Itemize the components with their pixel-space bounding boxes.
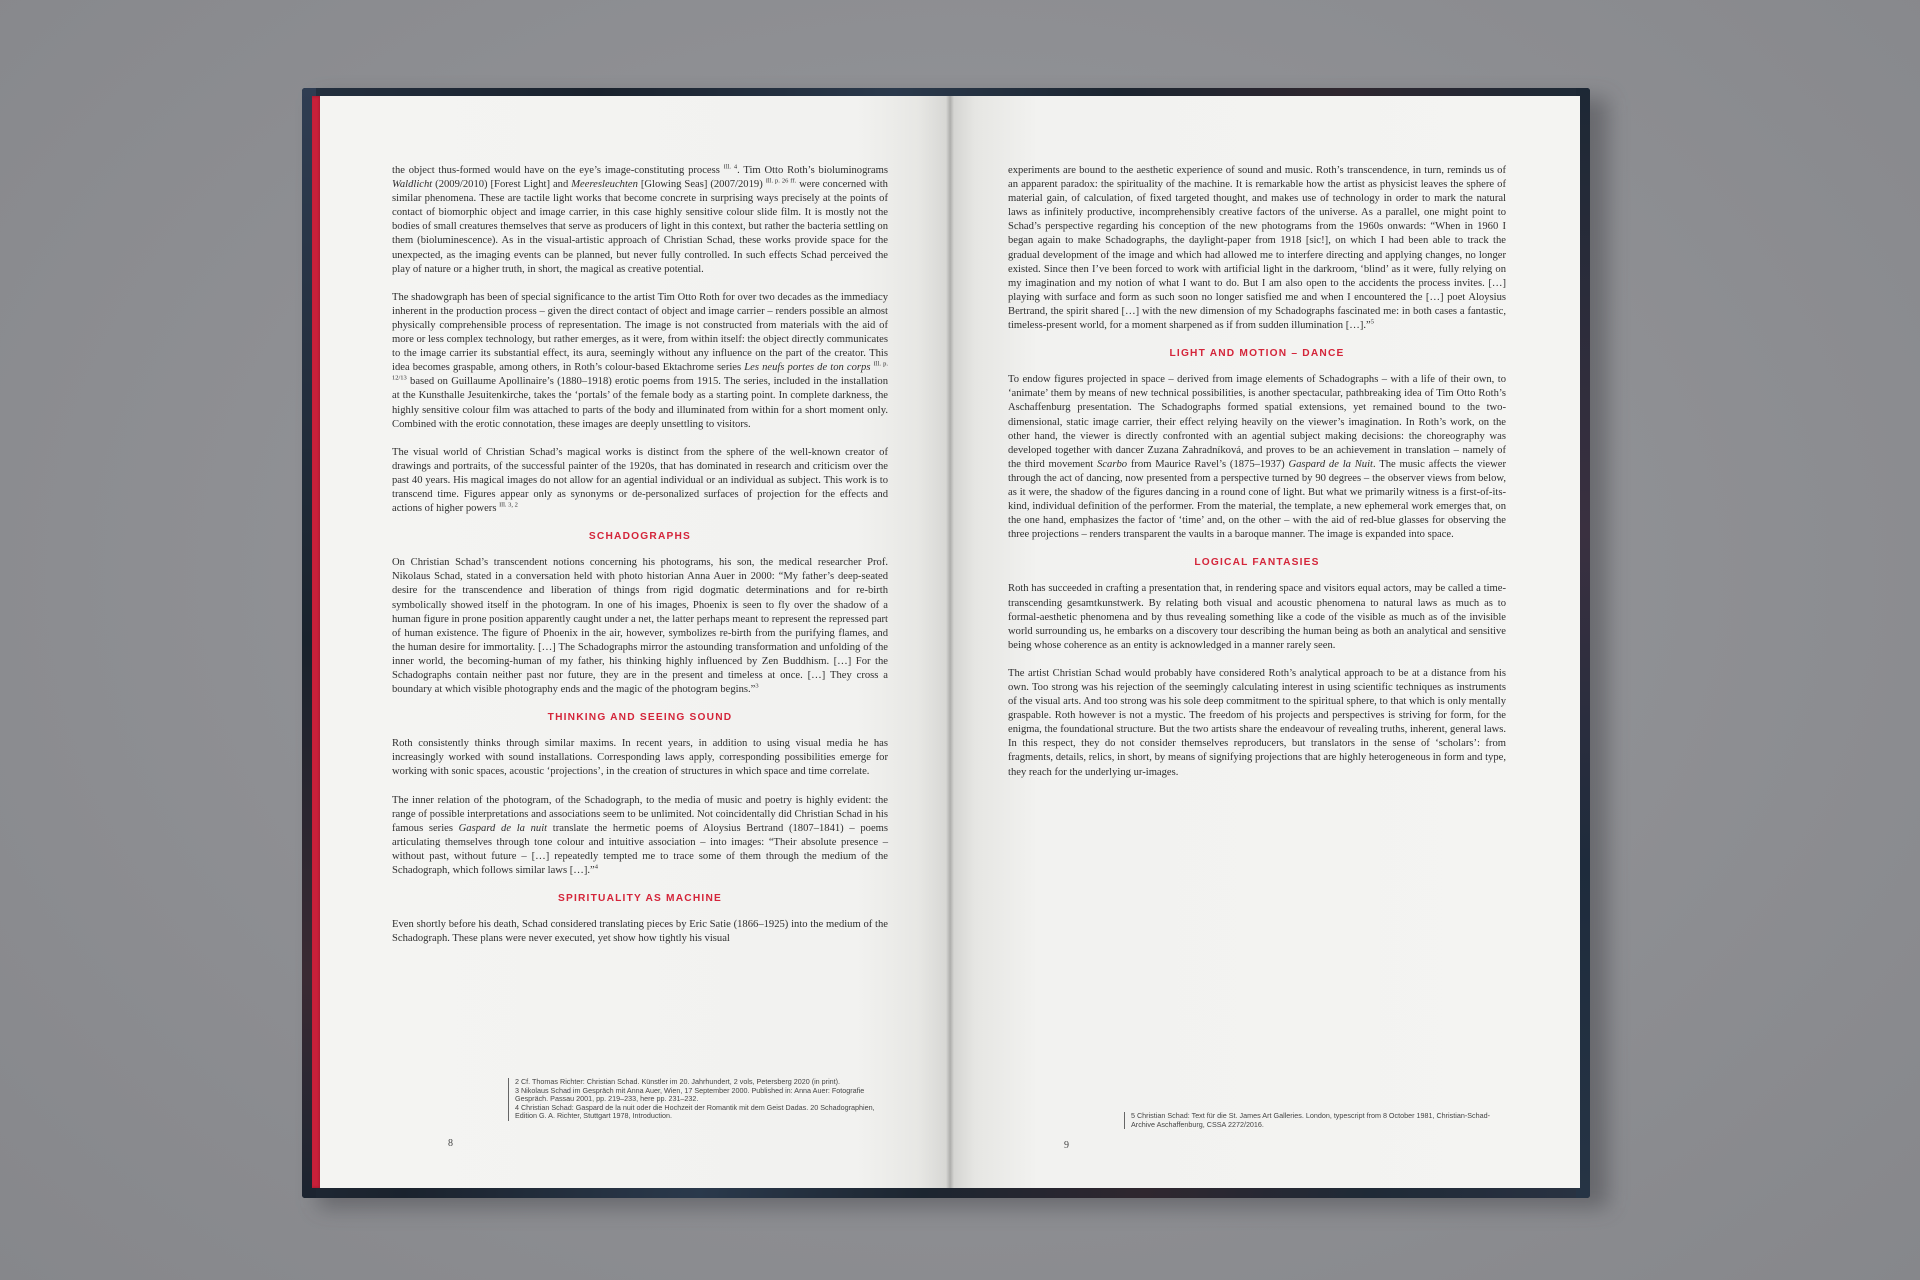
footnote-4: 4 Christian Schad: Gaspard de la nuit oder die Hochzeit der Romantik mit dem Geist Dadas. 20 Schadographien, Edition G. A. Richter, Stuttgart 1978, Introduction. bbox=[515, 1102, 875, 1121]
right-footnotes bbox=[1124, 1112, 1504, 1129]
work-title: Waldlicht bbox=[392, 179, 433, 191]
text-run: The inner relation of the photogram, of the Schadograph, to the media of music and poetry is highly evident: the range of possible interpretations and associations seem to be unlimited. Not coincidentally did Christian Schad in his famous series bbox=[392, 794, 888, 834]
text-run: [Glowing Seas] (2007/2019) bbox=[637, 179, 766, 191]
work-title: Meeresleuchten bbox=[571, 179, 638, 191]
text-run: The shadowgraph has been of special significance to the artist Tim Otto Roth for over two decades as the immediacy inherent in the production process – given the direct contact of object and image carrier – renders possible an almost physically comprehensible process of representation. The image is not constructed from materials with the aid of more or less complex technology, but rather emerges, as it were, from within itself: the object directly communicates to the image carrier its substantial effect, its aura, seemingly without any influence on the part of the creator. This idea becomes graspable, among others, in Roth’s colour-based Ektachrome series bbox=[392, 291, 888, 374]
heading-light-and-motion-dance: LIGHT AND MOTION – DANCE bbox=[1169, 348, 1345, 360]
text-run: The visual world of Christian Schad’s magical works is distinct from the sphere of the well-known creator of drawings and portraits, of the successful painter of the 1920s, that has dominated in research and criticism over the past 40 years. His magical images do not allow for an agential individual or an individual as subject. This work is to transcend time. Figures appear only as synonyms or de-personalized surfaces of projection for the effects and actions of higher powers bbox=[392, 446, 888, 515]
footnote-2: 2 Cf. Thomas Richter: Christian Schad. Künstler im 20. Jahrhundert, 2 vols, Petersberg 2020 (in print). bbox=[515, 1077, 841, 1086]
work-title: Gaspard de la Nuit bbox=[1288, 458, 1373, 470]
footnote-ref: 5 bbox=[1370, 318, 1374, 326]
left-paragraph-4 bbox=[392, 556, 888, 697]
heading-spirituality-as-machine: SPIRITUALITY AS MACHINE bbox=[557, 893, 722, 905]
text-run: (2009/2010) [Forest Light] and bbox=[432, 179, 572, 191]
heading-thinking-and-seeing-sound: THINKING AND SEEING SOUND bbox=[547, 712, 733, 724]
left-footnotes bbox=[508, 1078, 888, 1121]
heading-schadographs: SCHADOGRAPHS bbox=[588, 531, 692, 543]
page-number-left: 8 bbox=[448, 1138, 453, 1149]
illustration-ref: Ill. p. 12/13 bbox=[392, 360, 888, 382]
text-run: On Christian Schad’s transcendent notions concerning his photograms, his son, the medical researcher Prof. Nikolaus Schad, stated in a conversation held with photo historian Anna Auer in 2000: “My father’s deep-seated desire for the transcendence and liberation of things from rigid dogmatic determinations and for re-birth symbolically showed itself in the photogram. In one of his images, Phoenix is seen to fly over the shadow of a human figure in prone position apparently caught under a net, the latter perhaps meant to represent the repressed part of human existence. The figure of Phoenix in the air, however, symbolizes re-birth from the purifying flames, and the human desire for immortality. […] The Schadographs mirror the astounding transformation and unfolding of the inner world, the becoming-human of my father, his thinking highly influenced by Zen Buddhism. […] For the Schadographs contain neither past nor future, they are in the present and timeless at once. […] They cross a boundary at which visible photography ends and the magic of the photogram begins.” bbox=[392, 557, 888, 696]
left-paragraph-3 bbox=[392, 446, 888, 516]
book-gutter bbox=[946, 96, 954, 1188]
right-paragraph-3: Roth has succeeded in crafting a presentation that, in rendering space and visitors equal actors, may be called a time-transcending gesamtkunstwerk. By relating both visual and acoustic phenomena to natural laws as much as to formal-aesthetic phenomena and by thus revealing something like a code of the visible as much as of the invisible world surrounding us, he embarks on a discovery tour describing the human being as both an analytical and sensitive being whose coherence as an entity is acknowledged in a manner rarely seen. bbox=[1008, 583, 1506, 651]
work-title: Gaspard de la nuit bbox=[458, 822, 548, 834]
right-paragraph-1 bbox=[1008, 164, 1506, 333]
work-title: Les neufs portes de ton corps bbox=[744, 362, 871, 374]
illustration-ref: Ill. 4 bbox=[723, 163, 738, 171]
left-page-text bbox=[392, 164, 888, 960]
illustration-ref: Ill. p. 26 ff. bbox=[765, 177, 797, 185]
illustration-ref: Ill. 3, 2 bbox=[499, 501, 518, 509]
text-run: . Tim Otto Roth’s bioluminograms bbox=[737, 165, 888, 176]
footnote-ref: 4 bbox=[594, 863, 598, 871]
text-run: the object thus-formed would have on the eye’s image-constituting process bbox=[392, 165, 724, 176]
text-run: from Maurice Ravel’s (1875–1937) bbox=[1127, 458, 1289, 470]
text-run: . The music affects the viewer through the act of dancing, now presented from a perspective turned by 90 degrees – the observer views from below, as it were, the shadow of the figures dancing in a round cone of light. But what we primarily witness is a first-of-its-kind, individual definition of the performer. From the material, the template, a new ephemeral work emerges that, on the one hand, emphasizes the factor of ‘time’ and, on the other – with the aid of red-blue glasses for observing the three projections – renders transparent the vaults in a baroque manner. The image is expanded into space. bbox=[1008, 458, 1506, 541]
left-paragraph-1 bbox=[392, 164, 888, 277]
text-run: were concerned with similar phenomena. These are tactile light works that become concrete in surprising ways precisely at the points of contact of biomorphic object and image carrier, in this case highly sensitive colour slide film. It is mostly not the bodies of small creatures themselves that serve as producers of light in this context, but rather the bacteria settling on them (bioluminescence). As in the visual-artistic approach of Christian Schad, these works provide space for the unexpected, as the imaging events can be planned, but never fully controlled. In such effects Schad perceived the play of nature or a higher truth, in short, the magical as creative potential. bbox=[392, 179, 888, 275]
footnote-ref: 3 bbox=[755, 682, 759, 690]
text-run: experiments are bound to the aesthetic experience of sound and music. Roth’s transcendence, in turn, reminds us of an apparent paradox: the spirituality of the machine. It is remarkable how the artist as physicist leaves the sphere of material gain, of calculation, of fixed targeted thought, and makes use of technology in order to mark the natural laws as infinitely productive, incomprehensibly creative factors of the universe. As a parallel, one might point to Schad’s perspective regarding his conception of the new photograms from the 1960s onwards: “When in 1960 I began again to make Schadographs, the daylight-paper from 1918 [sic!], on which I had been able to track the gradual development of the image and which had allowed me to interfere directing and applying changes, no longer existed. Since then I’ve been forced to work with artificial light in the darkroom, ‘blind’ as it were, fully relying on my imagination and my notion of what I want to do. But I am also open to the accidents the process invites. […] playing with surface and form as such soon no longer satisfied me and when I encountered the […] poet Aloysius Bertrand, the spirit shared […] with the new dimension of my Schadographs fascinated me: in both cases a fantastic, timeless-present world, for a moment sharpened as if from sudden illumination […].” bbox=[1008, 165, 1506, 332]
right-paragraph-4: The artist Christian Schad would probably have considered Roth’s analytical approach to be at a distance from his own. Too strong was his rejection of the seemingly calculating interest in using scientific techniques as instruments of the visual arts. And too strong was his sole deep commitment to the spiritual sphere, to that which is only mentally graspable. Roth however is not a mystic. The freedom of his projects and perspectives is striving for form, for the enigma, the foundational structure. But the two artists share the endeavour of revealing truths, inherent, general laws. In this respect, they do not consider themselves reproducers, but translators in the sense of ‘scholars’: from fragments, details, relics, in short, by means of signifying projections that are highly heterogeneous in form and type, they reach for the underlying ur-images. bbox=[1008, 667, 1506, 778]
left-paragraph-2 bbox=[392, 291, 888, 432]
left-paragraph-7: Even shortly before his death, Schad considered translating pieces by Eric Satie (1866–1925) into the medium of the Schadograph. These plans were never executed, yet show how tightly his visual bbox=[392, 919, 888, 945]
text-run: translate the hermetic poems of Aloysius Bertrand (1807–1841) – poems articulating themselves through tone colour and intuitive association – into images: “Their absolute presence – without past, without future – […] repeatedly tempted me to trace some of them through the medium of the Schadograph, which follows similar laws […].” bbox=[392, 822, 889, 877]
footnote-3: 3 Nikolaus Schad im Gespräch mit Anna Auer, Wien, 17 September 2000. Published in: Anna Auer: Fotografie Gespräch. Passau 2001, pp. 219–233, here pp. 231–232. bbox=[515, 1085, 865, 1104]
left-paragraph-6 bbox=[392, 794, 888, 879]
text-run: based on Guillaume Apollinaire’s (1880–1918) erotic poems from 1915. The series, included in the installation at the Kunsthalle Jesuitenkirche, takes the ‘portals’ of the female body as a starting point. In complete darkness, the highly sensitive colour film was attached to parts of the body and illuminated from within for a short moment only. Combined with the erotic connotation, these images are deeply unsettling to visitors. bbox=[392, 376, 888, 430]
text-run: To endow figures projected in space – derived from image elements of Schadographs – with a life of their own, to ‘animate’ them by means of new technical possibilities, is another spectacular, pathbreaking idea of Tim Otto Roth’s Aschaffenburg presentation. The Schadographs formed spatial extensions, yet remained bound to the two-dimensional, static image carrier, their effect relying heavily on the viewer’s imagination. In Roth’s work, on the other hand, the viewer is directly confronted with an agential subject making decisions: the choreography was developed together with dancer Zuzana Zahradníková, and proves to be an achievement in translation – namely of the third movement bbox=[1008, 374, 1506, 470]
work-title: Scarbo bbox=[1097, 458, 1128, 470]
heading-logical-fantasies: LOGICAL FANTASIES bbox=[1194, 557, 1320, 569]
footnote-5: 5 Christian Schad: Text für die St. James Art Galleries. London, typescript from 8 October 1981, Christian-Schad-Archive Aschaffenburg, CSSA 2272/2016. bbox=[1131, 1111, 1491, 1129]
right-paragraph-2 bbox=[1008, 373, 1506, 542]
right-page-text bbox=[1008, 164, 1506, 794]
page-number-right: 9 bbox=[1064, 1140, 1069, 1151]
left-paragraph-5: Roth consistently thinks through similar maxims. In recent years, in addition to using visual media he has increasingly worked with sound installations. Corresponding laws apply, corresponding possibilities emerge for working with sonic spaces, acoustic ‘projections’, in the creation of structures in which space and time correlate. bbox=[392, 738, 888, 778]
